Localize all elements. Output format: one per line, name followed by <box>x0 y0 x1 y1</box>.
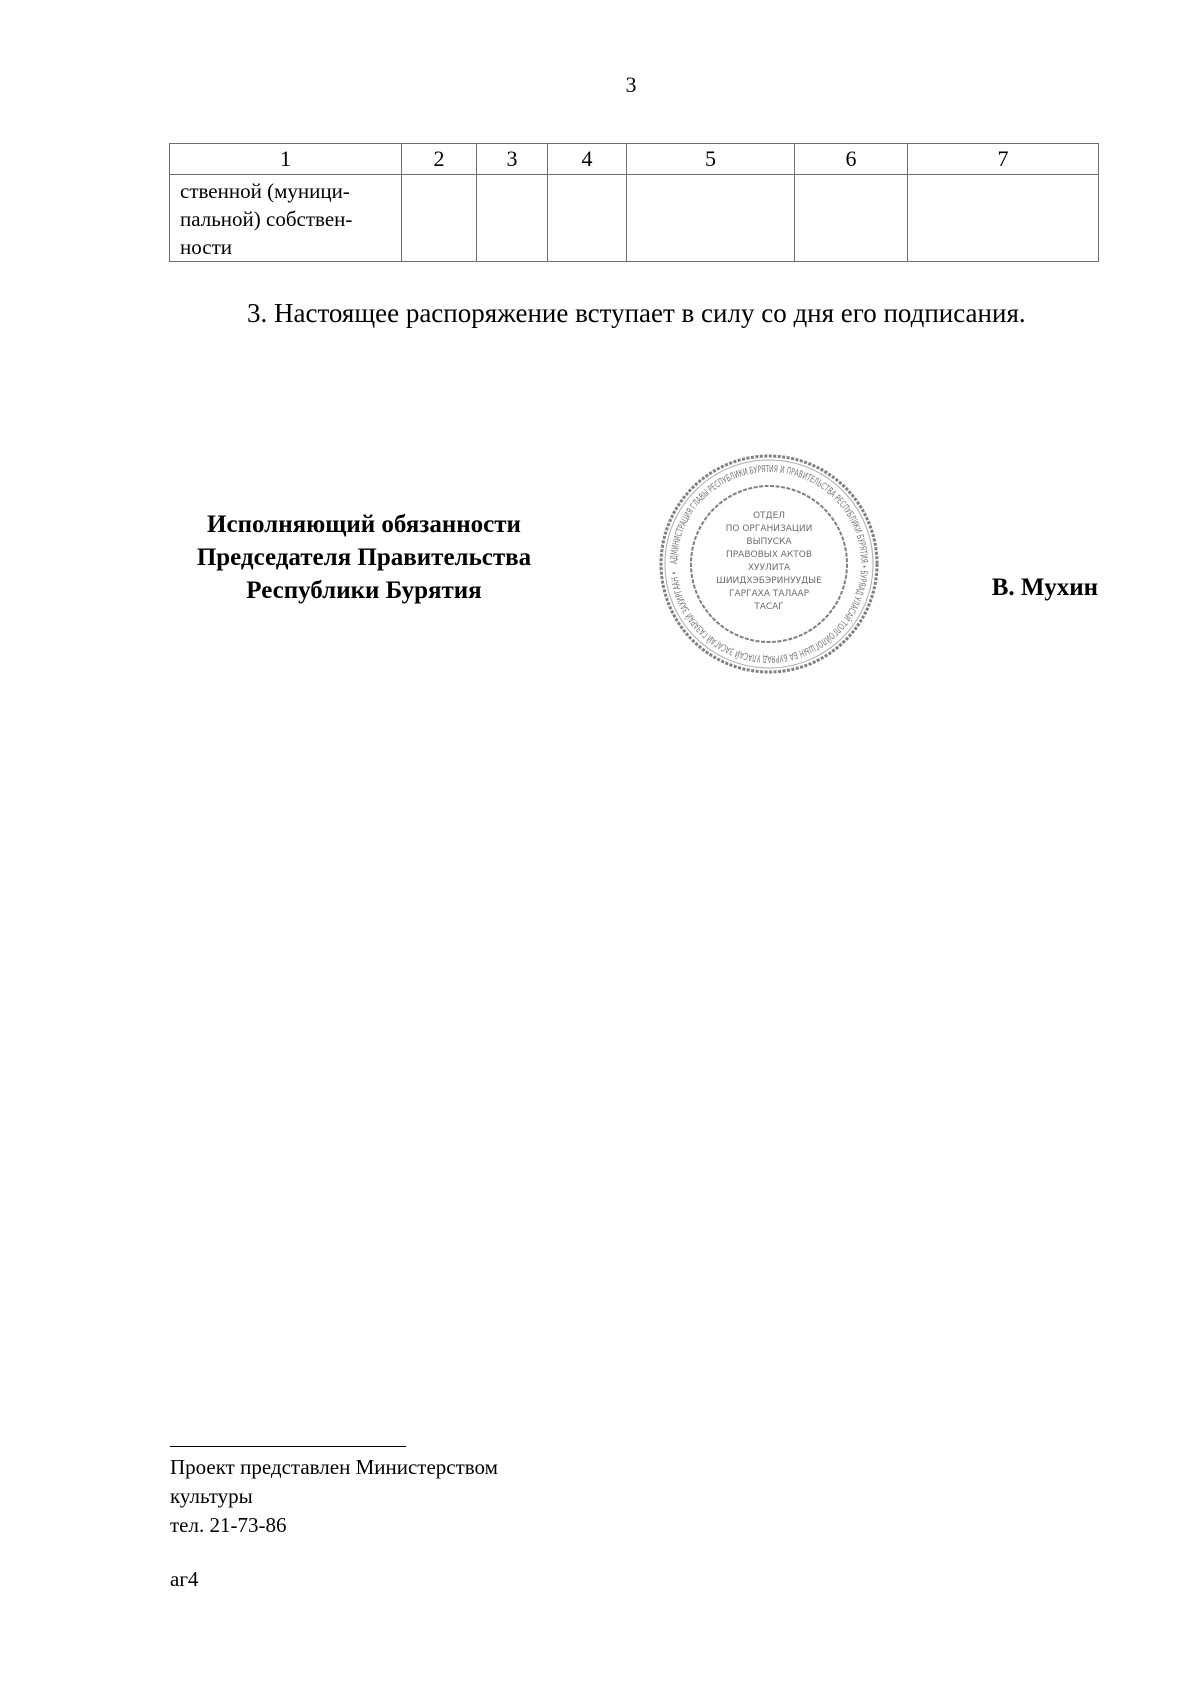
cell-text-line: пальной) собствен- <box>180 207 353 231</box>
page-number: 3 <box>625 72 637 97</box>
position-line: Республики Бурятия <box>246 577 482 604</box>
continuation-table <box>169 143 1099 262</box>
table-row <box>170 175 1099 262</box>
table-cell-empty <box>908 175 1099 262</box>
position-line: Исполняющий обязанности <box>207 511 521 538</box>
seal-text-line: ХУУЛИТА <box>747 563 791 573</box>
table-cell-empty <box>627 175 795 262</box>
footnote-divider <box>170 1446 406 1447</box>
seal-text-line: ПО ОРГАНИЗАЦИИ <box>725 524 813 534</box>
seal-text-line: ШИИДХЭБЭРИНУУДЫЕ <box>716 576 822 586</box>
table-header-row <box>170 144 1099 175</box>
table-cell-empty <box>402 175 477 262</box>
footnote-line: Проект представлен Министерством <box>170 1455 498 1479</box>
official-seal <box>653 452 885 677</box>
table-cell-empty <box>477 175 548 262</box>
column-number-1: 1 <box>170 144 402 175</box>
seal-text-line: ПРАВОВЫХ АКТОВ <box>725 550 813 560</box>
seal-ring-text: АДМИНИСТРАЦИЯ ГЛАВЫ РЕСПУБЛИКИ БУРЯТИЯ И ПРАВИТЕЛЬСТВА РЕСПУБЛИКИ БУРЯТИЯ • БУРЯАД УЛАСАЙ ТОЛГОЙЛОГШЫН БА БУРЯАД УЛАСАЙ ЗАСАГАЙ ГАЗАРАЙ ЗАХИРГААН • <box>668 463 870 665</box>
column-number-7: 7 <box>908 144 1099 175</box>
table-cell-empty <box>795 175 908 262</box>
column-number-6: 6 <box>795 144 908 175</box>
cell-text-line: ности <box>180 235 232 259</box>
seal-text-line: ВЫПУСКА <box>746 537 792 547</box>
signer-name: В. Мухин <box>991 574 1098 601</box>
column-number-4: 4 <box>548 144 627 175</box>
document-code: аг4 <box>170 1567 199 1591</box>
column-number-5: 5 <box>627 144 795 175</box>
effective-date-paragraph: 3. Настоящее распоряжение вступает в силу со дня его подписания. <box>247 298 1026 328</box>
table-cell-empty <box>548 175 627 262</box>
column-number-2: 2 <box>402 144 477 175</box>
position-line: Председателя Правительства <box>196 544 532 571</box>
cell-text-line: ственной (муници- <box>180 179 350 203</box>
signatory-position <box>160 508 568 607</box>
seal-text-line: ГАРГАХА ТАЛААР <box>728 589 810 599</box>
seal-text-line: ОТДЕЛ <box>752 511 786 521</box>
column-number-3: 3 <box>477 144 548 175</box>
footnote-line: тел. 21-73-86 <box>170 1513 287 1537</box>
footnote-note <box>170 1453 498 1540</box>
footnote-line: культуры <box>170 1484 253 1508</box>
table-cell-name <box>170 175 402 262</box>
seal-text-line: ТАСАГ <box>754 602 784 612</box>
